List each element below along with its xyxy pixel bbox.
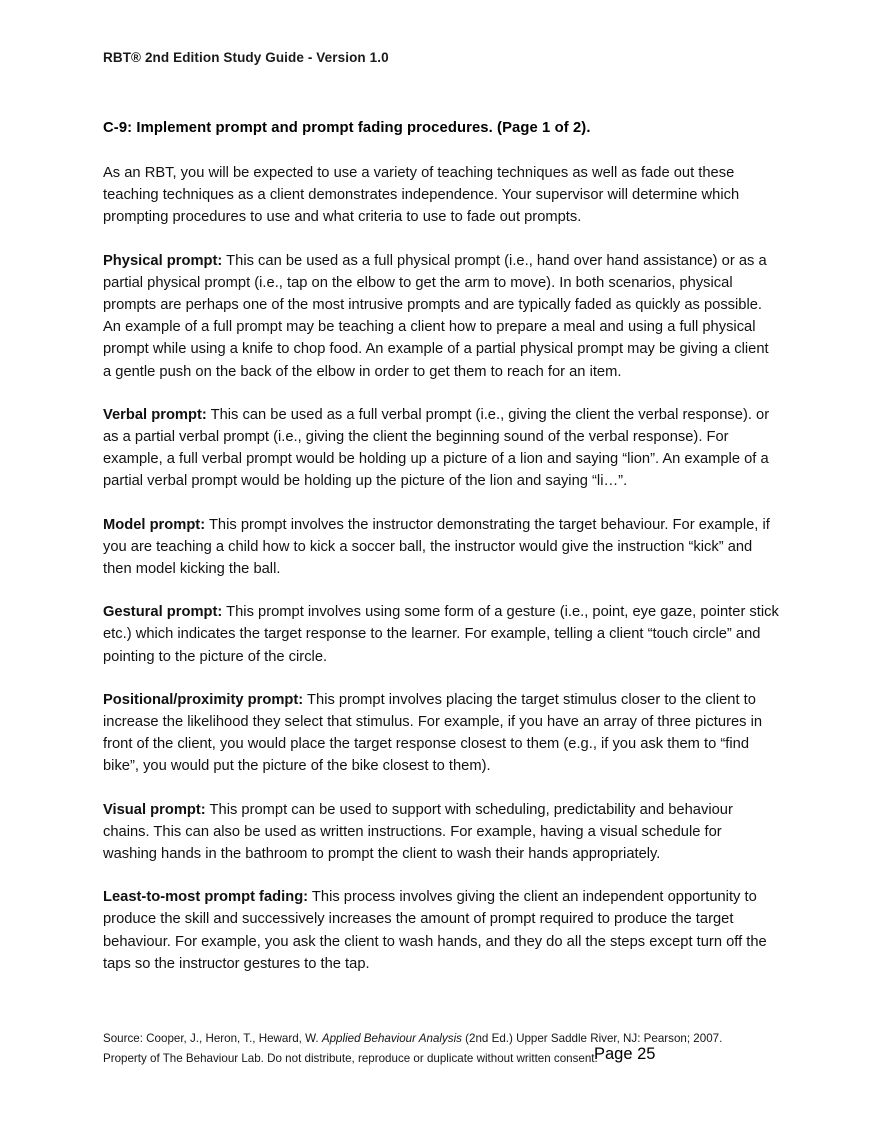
- source-suffix: (2nd Ed.) Upper Saddle River, NJ: Pearson; 2007.: [461, 1032, 723, 1045]
- paragraph-gestural-prompt: [103, 601, 779, 668]
- paragraph-physical-prompt: [103, 250, 779, 383]
- gestural-prompt-text: This prompt involves using some form of a gesture (i.e., point, eye gaze, pointer stick etc.) which indicates the target response to the learner. For example, telling a client “touch circle” and pointing to the picture of the circle.: [103, 604, 779, 665]
- gestural-prompt-label: Gestural prompt:: [103, 604, 223, 621]
- verbal-prompt-label: Verbal prompt:: [103, 406, 207, 423]
- page-number: Page 25: [594, 1045, 656, 1063]
- visual-prompt-label: Visual prompt:: [103, 801, 206, 818]
- paragraph-visual-prompt: [103, 799, 779, 866]
- page-content: [103, 118, 779, 975]
- verbal-prompt-text: This can be used as a full verbal prompt (i.e., giving the client the verbal response). or as a partial verbal prompt (i.e., giving the client the beginning sound of the verbal response). For example, a full verbal prompt would be holding up a picture of a lion and saying “lion”. An example of a partial verbal prompt would be holding up the picture of the lion and saying “li…”.: [103, 406, 770, 490]
- positional-prompt-text: This prompt involves placing the target stimulus closer to the client to increase the likelihood they select that stimulus. For example, if you have an array of three pictures in front of the client, you would place the target response closest to them (e.g., if you ask them to “find bike”, you would put the picture of the bike closest to them).: [103, 691, 763, 775]
- intro-text: As an RBT, you will be expected to use a variety of teaching techniques as well as fade out these teaching techniques as a client demonstrates independence. Your supervisor will determine which prompting procedures to use and what criteria to use to fade out prompts.: [103, 165, 740, 226]
- source-prefix: Source: Cooper, J., Heron, T., Heward, W.: [103, 1032, 322, 1045]
- paragraph-model-prompt: [103, 514, 779, 581]
- physical-prompt-text: This can be used as a full physical prompt (i.e., hand over hand assistance) or as a partial physical prompt (i.e., tap on the elbow to get the arm to move). In both scenarios, physical prompts are perhaps one of the most intrusive prompts and are typically faded as quickly as possible. An example of a full prompt may be teaching a client how to prepare a meal and using a full physical prompt while using a knife to chop food. An example of a partial physical prompt may be giving a client a gentle push on the back of the elbow in order to get them to reach for an item.: [103, 252, 769, 380]
- model-prompt-text: This prompt involves the instructor demonstrating the target behaviour. For example, if you are teaching a child how to kick a soccer ball, the instructor would give the instruction “kick” and then model kicking the ball.: [103, 516, 770, 578]
- paragraph-verbal-prompt: [103, 404, 779, 493]
- paragraph-intro: [103, 162, 779, 229]
- page-title: C-9: Implement prompt and prompt fading procedures. (Page 1 of 2).: [103, 120, 591, 136]
- positional-prompt-label: Positional/proximity prompt:: [103, 691, 304, 708]
- least-to-most-label: Least-to-most prompt fading:: [103, 889, 309, 906]
- page-footer: [103, 1029, 779, 1068]
- source-citation: [103, 1029, 779, 1049]
- physical-prompt-label: Physical prompt:: [103, 252, 223, 269]
- visual-prompt-text: This prompt can be used to support with scheduling, predictability and behaviour chains. This can also be used as written instructions. For example, having a visual schedule for washing hands in the bathroom to prompt the client to wash their hands appropriately.: [103, 801, 733, 863]
- least-to-most-text: This process involves giving the client an independent opportunity to produce the skill and successively increases the amount of prompt required to produce the target behaviour. For example, you ask the client to wash hands, and they do all the steps except turn off the taps so the instructor gestures to the tap.: [103, 889, 767, 972]
- paragraph-least-to-most-fading: [103, 886, 779, 975]
- source-book-title: Applied Behaviour Analysis: [321, 1032, 462, 1045]
- model-prompt-label: Model prompt:: [103, 516, 206, 533]
- running-header: RBT® 2nd Edition Study Guide - Version 1.0: [103, 50, 389, 65]
- property-notice: Property of The Behaviour Lab. Do not distribute, reproduce or duplicate without written consent.: [103, 1051, 598, 1065]
- paragraph-positional-prompt: [103, 689, 779, 778]
